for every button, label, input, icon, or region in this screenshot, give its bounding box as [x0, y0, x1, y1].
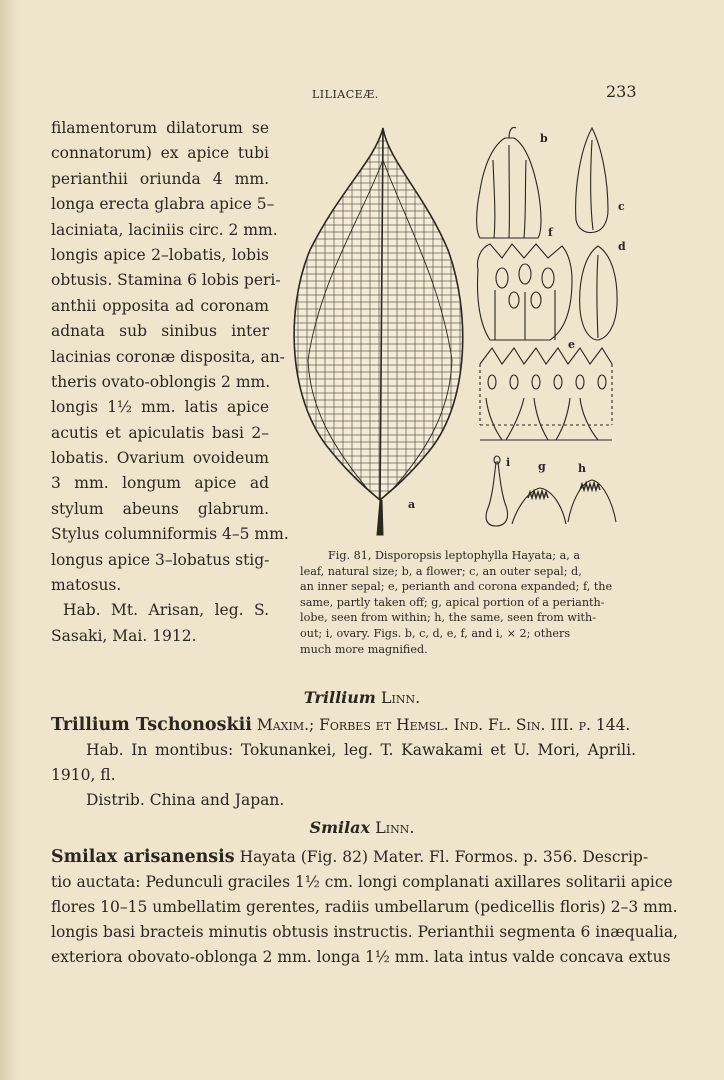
caption-line: lobe, seen from within; h, the same, seen from with- [300, 611, 597, 625]
lobe-within-drawing [512, 488, 566, 524]
text-line: obtusis. Stamina 6 lobis peri- [51, 271, 281, 290]
species-line [51, 713, 636, 738]
text-line: longa erecta glabra apice 5– [51, 195, 275, 214]
leaf-drawing [280, 120, 480, 535]
inner-sepal-drawing [580, 246, 617, 340]
ovary-drawing [486, 456, 507, 526]
text-line: connatorum) ex apice tubi [51, 144, 269, 163]
species-entry-trillium [51, 713, 636, 813]
species-name: Trillium Tschonoskii [51, 715, 252, 735]
description-line: flores 10–15 umbellatim gerentes, radiis umbellarum (pedicellis floris) 2–3 mm. [51, 898, 678, 916]
figure-label-h: h [578, 462, 586, 475]
habitat-line: Hab. Mt. Arisan, leg. S. [63, 601, 269, 620]
lobe-without-drawing [568, 480, 616, 522]
description-line: tio auctata: Pedunculi graciles 1½ cm. longi complanati axillares solitarii apice [51, 873, 673, 891]
species-description: Hayata (Fig. 82) Mater. Fl. Formos. p. 356. Descrip- [239, 848, 649, 866]
figure-label-c: c [618, 200, 625, 213]
text-line: lacinias coronæ disposita, an- [51, 347, 285, 366]
genus-author: Linn. [375, 818, 415, 837]
figure-label-i: i [506, 456, 511, 469]
figure-caption [300, 548, 620, 657]
text-line: filamentorum dilatorum se [51, 119, 269, 137]
text-line: anthii opposita ad coronam [51, 296, 269, 315]
figure-81-illustration [280, 120, 630, 550]
distribution-line: Distrib. China and Japan. [86, 791, 285, 809]
text-line: theris ovato-oblongis 2 mm. [51, 372, 271, 391]
genus-heading-trillium [0, 688, 724, 707]
partial-perianth-drawing [478, 244, 573, 340]
caption-line: out; i, ovary. Figs. b, c, d, e, f, and i, × 2; others [300, 626, 571, 640]
species-name: Smilax arisanensis [51, 847, 235, 867]
text-line: 3 mm. longum apice ad [51, 474, 269, 493]
text-line: matosus. [51, 576, 122, 595]
text-line: perianthii oriunda 4 mm. [51, 169, 269, 188]
text-line: lobatis. Ovarium ovoideum [51, 449, 269, 468]
text-line: longis 1½ mm. latis apice [51, 398, 269, 417]
left-column-text [51, 116, 289, 649]
caption-line: an inner sepal; e, perianth and corona expanded; f, the [300, 580, 613, 594]
outer-sepal-drawing [576, 128, 608, 233]
figure-label-a: a [408, 498, 416, 511]
text-line: stylum abeuns glabrum. [51, 499, 269, 518]
species-line [51, 845, 649, 870]
flower-drawing [477, 127, 541, 238]
habitat-line: Sasaki, Mai. 1912. [51, 626, 197, 645]
figure-label-e: e [568, 338, 575, 351]
text-line: acutis et apiculatis basi 2– [51, 423, 269, 442]
caption-line: leaf, natural size; b, a flower; c, an outer sepal; d, [300, 564, 582, 578]
genus-heading-smilax [0, 818, 724, 837]
description-line: exteriora obovato-oblonga 2 mm. longa 1½ mm. lata intus valde concava extus [51, 948, 671, 966]
genus-author: Linn. [380, 688, 421, 707]
figure-label-d: d [618, 240, 626, 253]
text-line: laciniata, laciniis circ. 2 mm. [51, 220, 278, 239]
page-number: 233 [606, 82, 637, 101]
figure-label-f: f [548, 226, 553, 239]
habitat-line: Hab. In montibus: Tokunankei, leg. T. Kawakami et U. Mori, Aprili. [86, 741, 636, 759]
genus-name: Trillium [303, 688, 376, 707]
habitat-line: 1910, fl. [51, 766, 116, 784]
species-entry-smilax [51, 845, 679, 970]
caption-line: same, partly taken off; g, apical portion of a perianth- [300, 595, 605, 609]
text-line: longis apice 2–lobatis, lobis [51, 245, 269, 264]
genus-name: Smilax [309, 818, 371, 837]
text-line: adnata sub sinibus inter [51, 322, 269, 341]
caption-line: Fig. 81, Disporopsis leptophylla Hayata; a, a [328, 549, 581, 562]
figure-label-g: g [538, 460, 546, 473]
page-edge [0, 0, 18, 1080]
running-head: LILIACEÆ. [312, 88, 379, 101]
caption-line: much more magnified. [300, 642, 428, 656]
expanded-perianth-drawing [480, 348, 612, 440]
species-citation: Maxim.; Forbes et Hemsl. Ind. Fl. Sin. III. p. 144. [256, 716, 631, 734]
description-line: longis basi bracteis minutis obtusis instructis. Perianthii segmenta 6 inæqualia, [51, 923, 679, 941]
text-line: longus apice 3–lobatus stig- [51, 550, 270, 569]
figure-label-b: b [540, 132, 548, 145]
text-line: Stylus columniformis 4–5 mm. [51, 525, 289, 544]
